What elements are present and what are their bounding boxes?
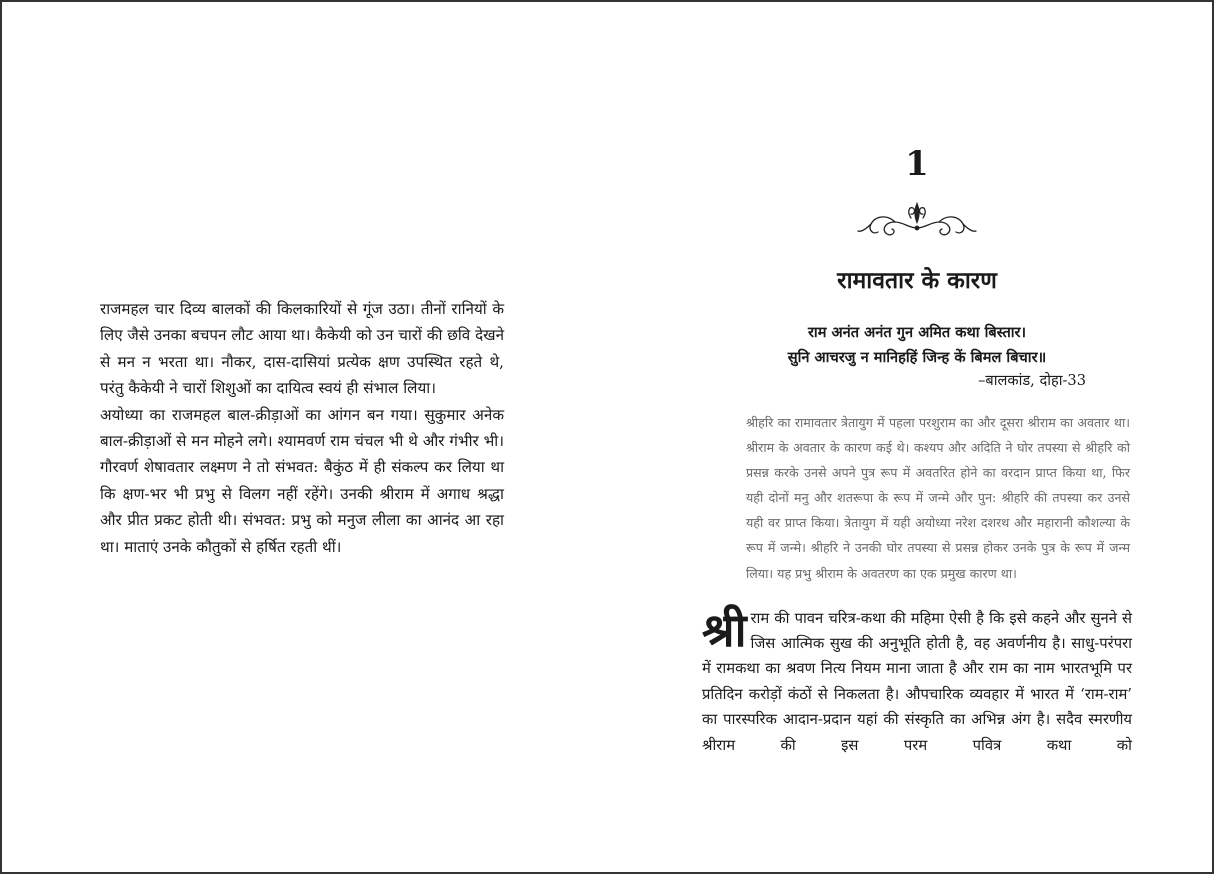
left-page: [100, 296, 504, 560]
drop-cap: श्री: [702, 602, 747, 657]
verse-line-1: राम अनंत अनंत गुन अमित कथा बिस्तार।: [807, 324, 1027, 341]
right-page: [702, 142, 1132, 758]
verse-block: [702, 320, 1132, 370]
chapter-title: रामावतार के कारण: [837, 267, 997, 294]
chapter-number: 1: [905, 144, 929, 184]
scroll-flourish-ornament-icon: [857, 200, 977, 242]
verse-source: –बालकांड, दोहा-33: [978, 372, 1086, 389]
body-text: राम की पावन चरित्र-कथा की महिमा ऐसी है कि इसे कहने और सुनने से जिस आत्मिक सुख की अनुभूति होती है, वह अवर्णनीय है। साधु-परंपरा में रामकथा का श्रवण नित्य नियम माना जाता है और राम का नाम भारतभूमि पर प्रतिदिन करोड़ों कंठों से निकलता है। औपचारिक व्यवहार में भारत में ‘राम-राम’ का पारस्परिक आदान-प्रदान यहां की संस्कृति का अभिन्न अंग है। सदैव स्मरणीय श्रीराम की इस परम पवित्र कथा को: [702, 609, 1132, 754]
left-paragraph-1: राजमहल चार दिव्य बालकों की किलकारियों से गूंज उठा। तीनों रानियों के लिए जैसे उनका बचपन लौट आया था। कैकेयी को उन चारों की छवि देखने से मन न भरता था। नौकर, दास-दासियां प्रत्येक क्षण उपस्थित रहते थे, परंतु कैकेयी ने चारों शिशुओं का दायित्व स्वयं ही संभाल लिया।: [100, 300, 504, 398]
verse-line-2: सुनि आचरजु न मानिहहिं जिन्ह कें बिमल बिचार॥: [787, 349, 1047, 366]
left-paragraph-2: अयोध्या का राजमहल बाल-क्रीड़ाओं का आंगन बन गया। सुकुमार अनेक बाल-क्रीड़ाओं से मन मोहने लगे। श्यामवर्ण राम चंचल भी थे और गंभीर भी। गौरवर्ण शेषावतार लक्ष्मण ने तो संभवत: बैकुंठ में ही संकल्प कर लिया था कि क्षण-भर भी प्रभु से विलग नहीं रहेंगे। उनकी श्रीराम में अगाध श्रद्धा और प्रीत प्रकट होती थी। संभवत: प्रभु को मनुज लीला का आनंद आ रहा था। माताएं उनके कौतुकों से हर्षित रहती थीं।: [100, 405, 504, 556]
chapter-body: [702, 602, 1132, 758]
chapter-intro: श्रीहरि का रामावतार त्रेतायुग में पहला परशुराम का और दूसरा श्रीराम का अवतार था। श्रीराम के अवतार के कारण कई थे। कश्यप और अदिति ने घोर तपस्या से श्रीहरि को प्रसन्न करके उनसे अपने पुत्र रूप में अवतरित होने का वरदान प्राप्त किया था, फिर यही दोनों मनु और शतरूपा के रूप में जन्मे और पुन: श्रीहरि की तपस्या कर उनसे यही वर प्राप्त किया। त्रेतायुग में यही अयोध्या नरेश दशरथ और महारानी कौशल्या के रूप में जन्मे। श्रीहरि ने उनकी घोर तपस्या से प्रसन्न होकर उनके पुत्र के रूप में जन्म लिया। यह प्रभु श्रीराम के अवतरण का एक प्रमुख कारण था।: [746, 415, 1130, 581]
